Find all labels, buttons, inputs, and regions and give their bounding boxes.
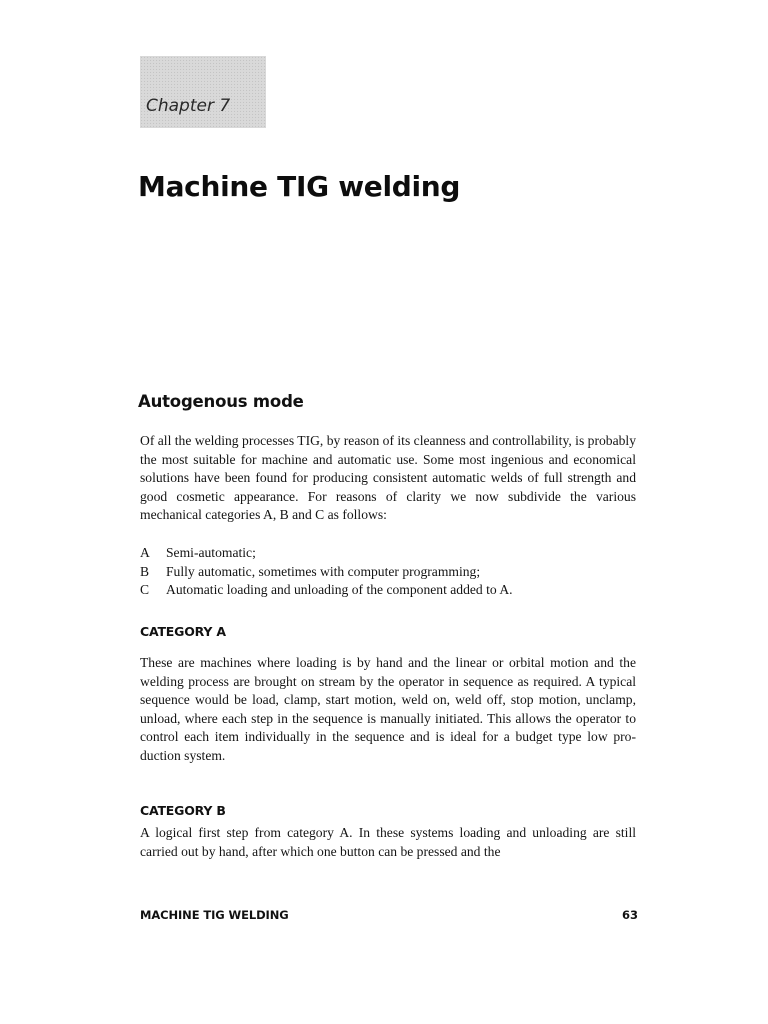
list-item-letter: C (140, 582, 150, 598)
list-item-text: Fully automatic, sometimes with computer programming; (166, 563, 481, 579)
list-item (140, 563, 640, 582)
section-heading: Autogenous mode (138, 392, 304, 411)
page-number: 63 (621, 908, 638, 922)
category-b-heading: CATEGORY B (140, 803, 226, 818)
list-item (140, 544, 640, 563)
running-footer-title: MACHINE TIG WELDING (140, 908, 289, 922)
category-b-paragraph: A logical first step from category A. In these systems loading and unloading are still carried out by hand, after which one button can be pressed and the (140, 825, 636, 859)
category-list (140, 544, 640, 600)
list-item-letter: A (140, 545, 150, 560)
chapter-label: Chapter 7 (146, 96, 231, 116)
list-item-letter: B (140, 563, 150, 579)
category-a-heading: CATEGORY A (140, 624, 226, 639)
chapter-label-box (140, 56, 266, 128)
list-item (140, 581, 640, 600)
list-item-text: Semi-automatic; (166, 545, 256, 560)
chapter-title: Machine TIG welding (138, 170, 461, 203)
list-item-text: Automatic loading and unloading of the component added to A. (166, 582, 513, 598)
category-a-paragraph: These are machines where loading is by hand and the linear or orbital motion and the welding process are brought on stream by the operator in sequence as required. A typical sequence would be load, clamp, start motion, weld on, weld off, stop motion, unclamp, unload, where each step in the sequence is manually initiated. This allows the operator to control each item individually in the sequence and is ideal for a budget type low pro-duction system. (140, 655, 636, 763)
intro-paragraph: Of all the welding processes TIG, by reason of its cleanness and controllability, is probably the most suitable for machine and automatic use. Some most ingenious and economical solutions have been found for producing consistent automatic welds of full strength and good cosmetic appearance. For reasons of clarity we now subdivide the various mechanical categories A, B and C as follows: (140, 433, 636, 523)
